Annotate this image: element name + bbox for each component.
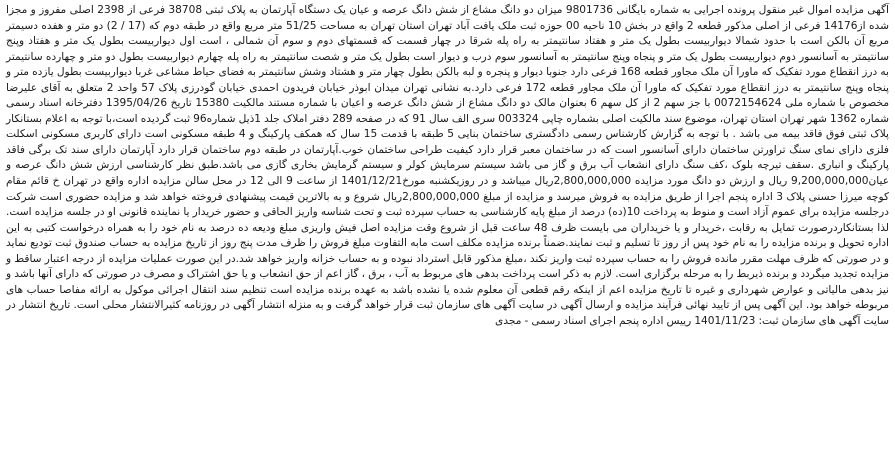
auction-notice-text: آگهی مزایده اموال غیر منقول پرونده اجرایی به شماره بایگانی 9801736 میزان دو دانگ مشاع از شش دانگ عرصه و عیان یک دستگاه آپارتمان به پلاک ثبتی 38708 فرعی از 2398 اصلی مفروز و مجزا شده از14176 فرعی از اصلی مذکور قطعه 2 واقع در بخش 10 ناحیه 00 حوزه ثبت ملک یافت آباد تهران استان تهران به مساحت 51/25 متر مربع واقع در طبقه دوم که (17 / 2) دو متر و هفده دسیمتر مربع آن بالکن است با حدود شمالا دیواربیست بطول یک متر و هفتاد سانتیمتر به راه پله شرقا در چهار قسمت که قسمتهای دوم و سوم آن شمالی ، است اول دیواربیست بطول یک متر و هفتاد وپنج سانتیمتر به آسانسور دوم دیواربیست بطول یک متر و پنجاه وپنج سانتیمتر به آسانسور سوم درب و دیوار است بطول یک متر و شصت سانتیمتر به راه پله چهارم دیواربیست بطول دو متر و چهارده سانتیمتر به درز انقطاع مورد تفکیک که ماورا آن ملک مجاور قطعه 168 فرعی دارد جنوبا دیوار و پنجره و لبه بالکن بطول چهار متر و هشتاد وشش سانتیمتر به فضای حیاط مشاعی غربا دیواربیست بطول یازده متر و پنجاه وپنج سانتیمتر به درز انقطاع مورد تفکیک که ماورا آن ملک مجاور قطعه 172 فرعی دارد.به نشانی تهران میدان ابوذر خیابان فریدون احمدی خیابان گودرزی پلاک 57 واحد 2 متعلق به آقای علیرضا مخصوص با شماره ملی 0072154624 با جز سهم 2 از کل سهم 6 بعنوان مالک دو دانگ مشاع از شش دانگ عرصه و اعیان با شماره مستند مالکیت 15380 تاریخ 1395/04/26 دفترخانه اسناد رسمی شماره 1362 شهر تهران استان تهران، موضوع سند مالکیت اصلی بشماره چاپی 003324 سری الف سال 91 که در صفحه 289 دفتر املاک جلد 1ذیل شماره96 ثبت گردیده است،با توجه به اعلام بستانکار پلاک ثبتی فوق فاقد بیمه می باشد . با توجه به گزارش کارشناس رسمی دادگستری ساختمان بنایی 5 طبقه با قدمت 15 سال که همکف پارکینگ و 4 طبقه مسکونی است دارای کاربری مسکونی اسکلت فلزی دارای نمای سنگ تراورتن ساختمان دارای آسانسور است که در ساختمان معبر قرار دارد کیفیت طراحی ساختمان خوب.آپارتمان در طبقه دوم ساختمان قرار دارد آپارتمان دارای سند تک برگی فاقد پارکینگ و انباری .سقف تیرچه بلوک ،کف سنگ دارای انشعاب آب برق و گاز می باشد سیستم سرمایش کولر و سیستم گرمایش بخاری گازی می باشد.طبق نظر کارشناسی ارزش شش دانگ عرصه و عیان9,200,000,000 ریال و ارزش دو دانگ مورد مزایده 2,800,000,000ریال میباشد و در روزیکشنبه مورخ1401/12/21 از ساعت 9 الی 12 در محل سالن مزایده اداره واقع در تهران خ قائم مقام کوچه میرزا حسنی پلاک 3 اداره پنجم اجرا از طریق مزایده به فروش میرسد و مزایده از مبلغ 2,800,000,000ریال شروع و به بالاترین قیمت پیشنهادی فروخته خواهد شد و مزایده حضوری است شرکت درجلسه مزایده برای عموم آزاد است و منوط به پرداخت 10(ده) درصد از مبلغ پایه کارشناسی به حساب سپرده ثبت و تحت شناسه واریز الحاقی و حضور خریدار یا نماینده قانونی او در جلسه مزایده است. لذا بستانکاردرصورت تمایل به رقابت ،خریدار و یا خریداران می بایست ظرف 48 ساعت قبل از شروع وقت مزایده اصل فیش واریزی مبلغ ودیعه ده درصد به نام خود را به همراه درخواست کتبی به این اداره تحویل و برنده مزایده را به نام خود پس از روز تا تسلیم و ثبت نمایند.ضمناً برنده مزایده مکلف است مابه التفاوت مبلغ فروش را ظرف مدت پنج روز از تاریخ مزایده به حساب صندوق ثبت تودیع نماید و در صورتی که ظرف مهلت مقرر مانده فروش را به حساب سپرده ثبت واریز نکند ،مبلغ مذکور قابل استرداد نبوده و به حساب خزانه واریز خواهد شد.در این صورت عملیات مزایده از درجه اعتبار ساقط و مزایده تجدید میگردد و برنده ذیربط را به مرحله برگزاری است. لازم به ذکر است پرداخت بدهی های مربوط به آب ، برق ، گاز اعم از حق انشعاب و یا حق اشتراک و مصرف در صورتی که دارای آنها باشد و نیز بدهی مالیاتی و عوارض شهرداری و غیره تا تاریخ مزایده اعم از اینکه رقم قطعی آن معلوم شده یا نشده باشد به عهده برنده مزایده است تنظیم سند انتقال اجرائی موکول به ارائه مفاصا حساب های مربوطه خواهد بود. این آگهی پس از تایید نهائی فرآیند مزایده و ارسال آگهی در سایت آگهی های سازمان ثبت قرار خواهد گرفت و به منزله انتشار آگهی در روزنامه کثیرالانتشار محلی است. تاریخ انتشار در سایت آگهی های سازمان ثبت: 1401/11/23 رییس اداره پنجم اجرای اسناد رسمی - مجدی	[6, 4, 890, 327]
